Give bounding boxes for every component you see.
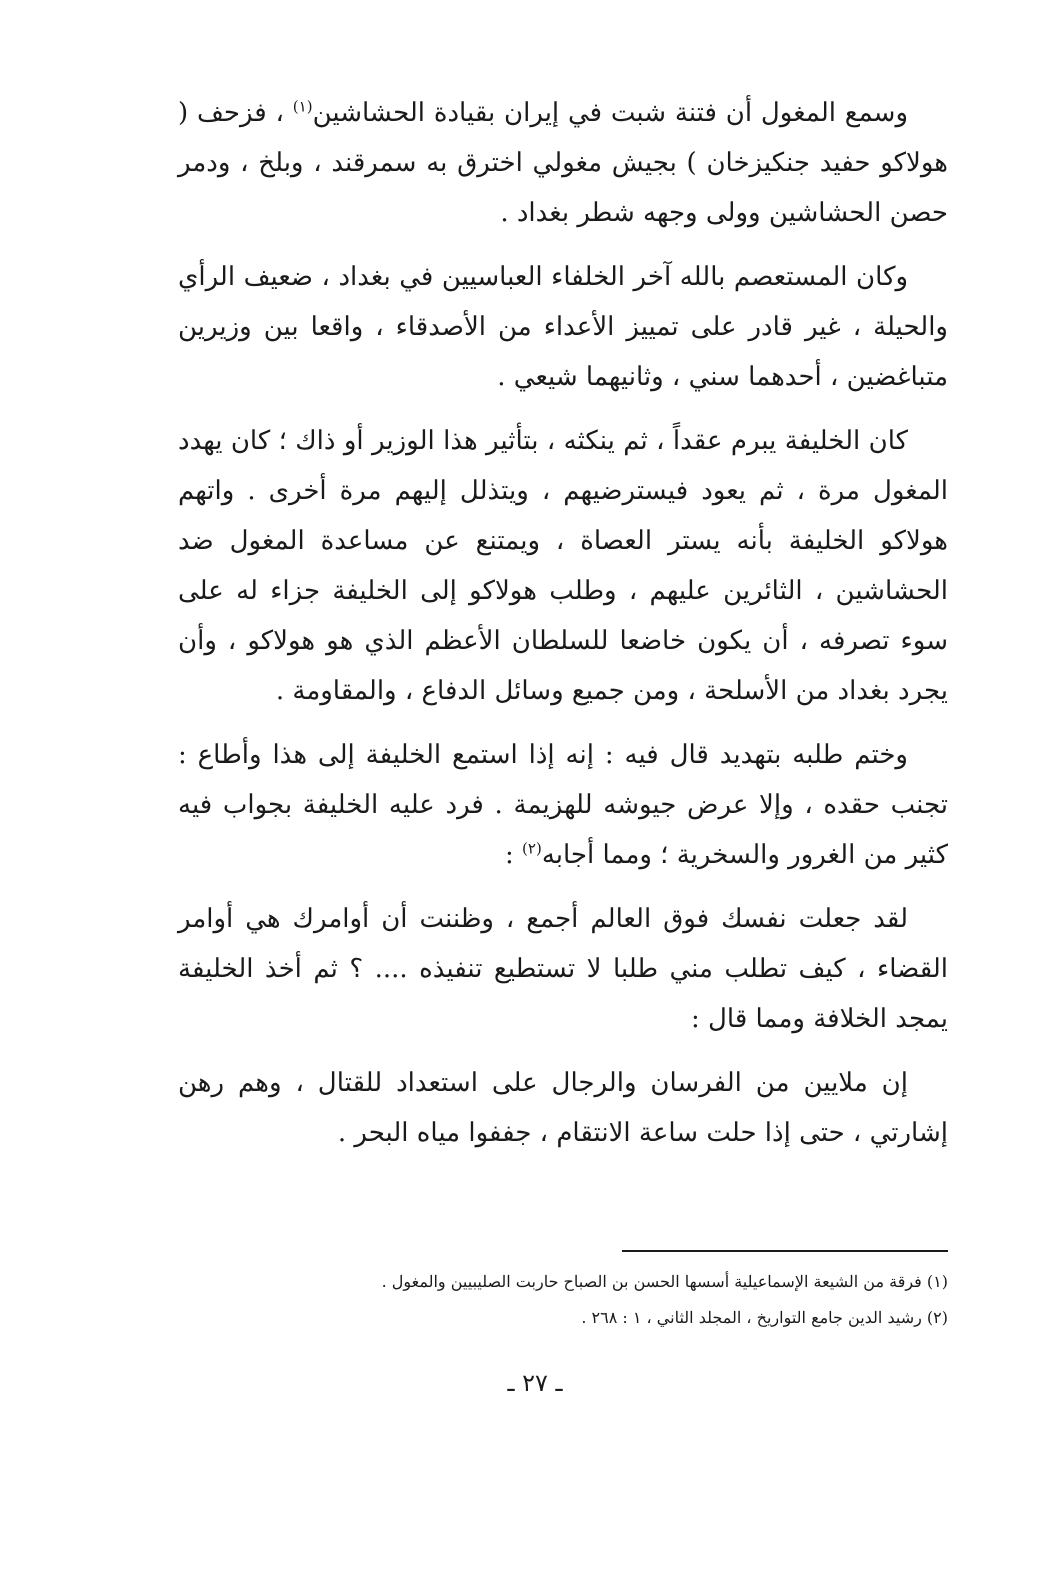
paragraph-caliph-boast: إن ملايين من الفرسان والرجال على استعداد للقتال ، وهم رهن إشارتي ، حتى إذا حلت ساعة الانتقام ، جففوا مياه البحر . [178, 1068, 948, 1148]
footnote-1: (١) فرقة من الشيعة الإسماعيلية أسسها الحسن بن الصباح حاربت الصليبيين والمغول . [381, 1272, 948, 1291]
paragraph-mongol-invasion [178, 88, 948, 238]
paragraph-4-text-b: : [505, 840, 523, 870]
paragraph-caliph-conduct: كان الخليفة يبرم عقداً ، ثم ينكثه ، بتأثير هذا الوزير أو ذاك ؛ كان يهدد المغول مرة ، ثم يعود فيسترضيهم ، ويتذلل إليهم مرة أخرى . واتهم هولاكو الخليفة بأنه يستر العصاة ، ويمتنع عن مساعدة المغول ضد الحشاشين ، الثائرين عليهم ، وطلب هولاكو إلى الخليفة جزاء له على سوء تصرفه ، أن يكون خاضعا للسلطان الأعظم الذي هو هولاكو ، وأن يجرد بغداد من الأسلحة ، ومن جميع وسائل الدفاع ، والمقاومة . [178, 426, 948, 706]
footnote-ref-2[interactable]: (٢) [522, 839, 542, 858]
footnote-2: (٢) رشيد الدين جامع التواريخ ، المجلد الثاني ، ١ : ٢٦٨ . [581, 1308, 948, 1327]
footnote-divider [622, 1250, 948, 1252]
footnote-ref-1[interactable]: (١) [292, 97, 313, 116]
paragraph-threat [178, 730, 948, 880]
paragraph-caliph-reply: لقد جعلت نفسك فوق العالم أجمع ، وظننت أن أوامرك هي أوامر القضاء ، كيف تطلب مني طلبا لا تستطيع تنفيذه .... ؟ ثم أخذ الخليفة يمجد الخلافة ومما قال : [178, 904, 948, 1034]
paragraph-1-text-a: وسمع المغول أن فتنة شبت في إيران بقيادة الحشاشين [312, 98, 908, 128]
paragraph-caliph-description: وكان المستعصم بالله آخر الخلفاء العباسيين في بغداد ، ضعيف الرأي والحيلة ، غير قادر على تمييز الأعداء من الأصدقاء ، واقعا بين وزيرين متباغضين ، أحدهما سني ، وثانيهما شيعي . [178, 262, 948, 392]
main-text [178, 88, 948, 1158]
page-number: ـ ٢٧ ـ [507, 1369, 563, 1397]
footnotes-section [360, 1264, 948, 1336]
paragraph-4-text-a: وختم طلبه بتهديد قال فيه : إنه إذا استمع الخليفة إلى هذا وأطاع : تجنب حقده ، وإلا عرض جيوشه للهزيمة . فرد عليه الخليفة بجواب فيه كثير من الغرور والسخرية ؛ ومما أجابه [178, 740, 948, 870]
paragraph-1-text-b: ، فزحف ( هولاكو حفيد جنكيزخان ) بجيش مغولي اخترق به سمرقند ، وبلخ ، ودمر حصن الحشاشين وولى وجهه شطر بغداد . [178, 98, 948, 228]
